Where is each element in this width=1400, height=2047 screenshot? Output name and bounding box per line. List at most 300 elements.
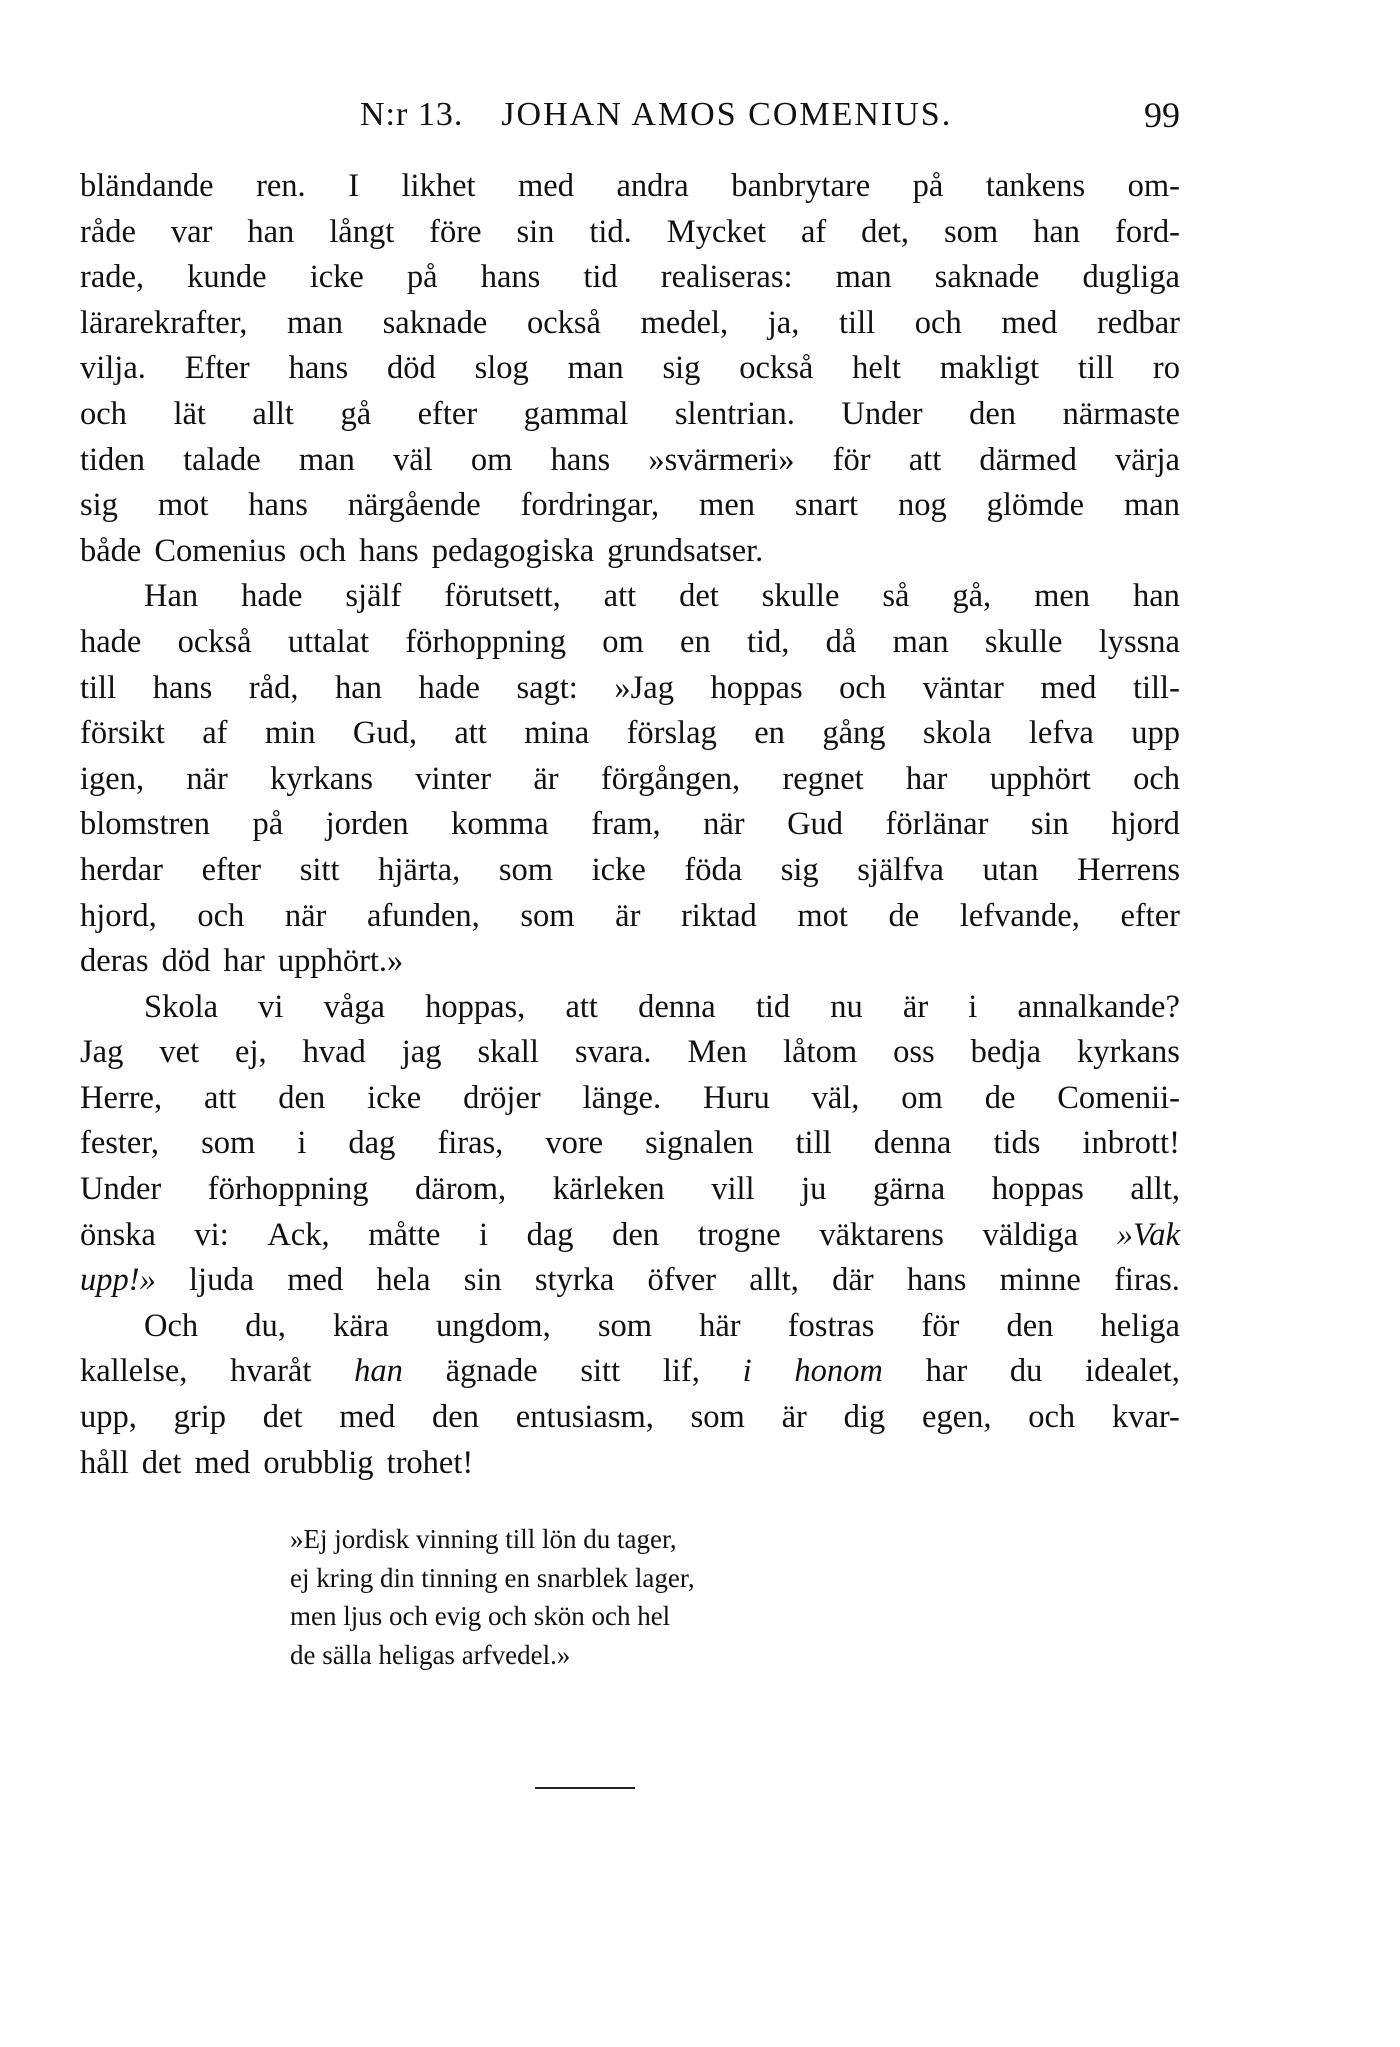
word: pedagogiska — [431, 532, 595, 569]
word: Han — [144, 578, 199, 615]
word: idealet, — [1085, 1353, 1180, 1390]
word: det, — [861, 213, 910, 250]
word: kyrkans — [1077, 1034, 1180, 1071]
word: fostras — [787, 1307, 875, 1344]
word: man — [287, 304, 343, 341]
word: Skola — [144, 988, 219, 1025]
word: hans — [480, 259, 541, 296]
text-line — [80, 210, 1180, 256]
word: att — [908, 441, 942, 478]
running-head-text — [360, 90, 952, 140]
word: slentrian. — [674, 395, 795, 432]
word: också — [177, 623, 252, 660]
text-line — [80, 529, 1180, 575]
word: försikt — [80, 715, 165, 752]
word: han — [335, 669, 382, 706]
word: Men — [687, 1034, 748, 1071]
word: icke — [309, 259, 364, 296]
word: och — [914, 304, 962, 341]
word: nog — [897, 487, 947, 524]
word: Efter — [184, 350, 250, 387]
word: trohet! — [386, 1444, 474, 1481]
word: som — [498, 851, 554, 888]
word: afunden, — [366, 897, 480, 934]
word: som — [690, 1399, 745, 1436]
word: mot — [157, 487, 209, 524]
word: hans — [152, 669, 213, 706]
word: vilja. — [80, 350, 146, 387]
word: heliga — [1100, 1307, 1180, 1344]
word: med — [1001, 304, 1058, 341]
closing-rule — [535, 1787, 635, 1789]
word: att — [565, 988, 598, 1025]
word: hans — [906, 1262, 967, 1299]
word: snart — [794, 487, 859, 524]
word: medel, — [640, 304, 729, 341]
word: håll — [80, 1444, 129, 1481]
word: ungdom, — [436, 1307, 551, 1344]
page-number: 99 — [1144, 95, 1180, 135]
word: »Vak — [1116, 1216, 1180, 1253]
body-text — [80, 164, 1180, 1486]
word: skola — [922, 715, 992, 752]
text-line — [80, 1030, 1180, 1076]
word: som — [943, 213, 999, 250]
word: till- — [1132, 669, 1180, 706]
word: fram, — [591, 806, 661, 843]
word: väldiga — [982, 1216, 1079, 1253]
word: man — [892, 623, 949, 660]
word: tid — [583, 259, 618, 296]
word: det — [262, 1399, 303, 1436]
word: skulle — [761, 578, 840, 615]
word: men — [699, 487, 756, 524]
text-line — [80, 894, 1180, 940]
word: icke — [367, 1079, 422, 1116]
word: hade — [80, 623, 142, 660]
word: firas. — [1114, 1262, 1180, 1299]
word: ej, — [235, 1034, 267, 1071]
word: närmaste — [1062, 395, 1180, 432]
word: väl, — [811, 1079, 860, 1116]
word: vore — [545, 1125, 604, 1162]
word: han — [247, 213, 295, 250]
word: det — [141, 1444, 182, 1481]
word: realiseras: — [660, 259, 793, 296]
word: saknade — [382, 304, 488, 341]
word: blomstren — [80, 806, 210, 843]
word: Herrens — [1077, 851, 1180, 888]
word: I — [348, 168, 360, 204]
poem-line: men ljus och evig och skön och hel — [290, 1601, 671, 1632]
word: ro — [1152, 350, 1180, 387]
word: skulle — [984, 623, 1063, 660]
word: dröjer — [463, 1079, 541, 1116]
word: slog — [474, 350, 529, 387]
word: att — [454, 715, 487, 752]
word: för — [921, 1307, 960, 1344]
word: det — [679, 578, 719, 615]
word: »Jag — [614, 669, 674, 706]
word: den — [1006, 1307, 1054, 1344]
word: om — [901, 1079, 943, 1116]
word: lärarekrafter, — [80, 304, 248, 341]
word: upphört — [989, 760, 1091, 797]
word: den — [612, 1216, 660, 1253]
word: trogne — [697, 1216, 781, 1253]
word: men — [1034, 578, 1091, 615]
word: inbrott! — [1082, 1125, 1180, 1162]
text-line — [80, 483, 1180, 529]
word: firas, — [437, 1125, 504, 1162]
word: gång — [822, 715, 886, 752]
word: uttalat — [287, 623, 370, 660]
word: saknade — [934, 259, 1040, 296]
word: af — [800, 213, 827, 250]
text-line — [80, 1258, 1180, 1304]
word: sig — [780, 851, 819, 888]
word: tid, — [746, 623, 790, 660]
word: som — [597, 1307, 652, 1344]
word: våga — [323, 988, 385, 1025]
word: efter — [201, 851, 262, 888]
text-line — [80, 939, 1180, 985]
word: Gud — [787, 806, 844, 843]
word: där — [832, 1262, 874, 1299]
word: önska — [80, 1216, 156, 1253]
word: komma — [451, 806, 549, 843]
word: långt — [329, 213, 395, 250]
word: en — [680, 623, 711, 660]
word: grundsatser. — [607, 532, 764, 569]
word: kyrkans — [270, 760, 374, 797]
word: väl — [393, 441, 433, 478]
word: annalkande? — [1017, 988, 1180, 1025]
word: man — [1124, 487, 1180, 524]
word: dugliga — [1082, 259, 1180, 296]
word: har — [223, 943, 265, 980]
word: igen, — [80, 760, 145, 797]
word: lät — [173, 395, 206, 432]
word: Gud, — [352, 715, 417, 752]
text-line — [80, 164, 1180, 210]
word: upphört.» — [277, 943, 404, 980]
word: öfver — [647, 1262, 717, 1299]
word: har — [925, 1353, 968, 1390]
word: på — [252, 806, 284, 843]
word: väktarens — [819, 1216, 944, 1253]
word: de — [984, 1079, 1016, 1116]
word: var — [170, 213, 213, 250]
word: hade — [418, 669, 480, 706]
word: tids — [993, 1125, 1041, 1162]
word: minne — [999, 1262, 1081, 1299]
word: utan — [982, 851, 1039, 888]
word: till — [839, 304, 876, 341]
running-title: JOHAN AMOS COMENIUS. — [501, 96, 953, 133]
word: tankens — [985, 168, 1086, 204]
word: till — [795, 1125, 832, 1162]
word: att — [203, 1079, 237, 1116]
word: ägnade — [445, 1353, 538, 1390]
word: skall — [477, 1034, 539, 1071]
word: och — [197, 897, 245, 934]
word: signalen — [645, 1125, 754, 1162]
word: att — [603, 578, 637, 615]
word: sagt: — [516, 669, 578, 706]
word: andra — [616, 168, 689, 204]
text-line — [80, 802, 1180, 848]
word: lefva — [1028, 715, 1094, 752]
word: honom — [794, 1353, 883, 1390]
word: hvad — [302, 1034, 366, 1071]
word: och — [299, 532, 347, 569]
word: i — [297, 1125, 307, 1162]
word: ford- — [1115, 213, 1180, 250]
word: måtte — [368, 1216, 441, 1253]
word: är — [781, 1399, 807, 1436]
word: Comenius — [154, 532, 287, 569]
word: som — [520, 897, 575, 934]
word: den — [432, 1399, 479, 1436]
word: sig — [80, 487, 118, 524]
word: hans — [359, 532, 419, 569]
word: dag — [526, 1216, 574, 1253]
word: icke — [591, 851, 646, 888]
word: Under — [80, 1171, 162, 1208]
word: denna — [873, 1125, 952, 1162]
word: af — [202, 715, 228, 752]
word: förslag — [626, 715, 717, 752]
word: Ack, — [267, 1216, 330, 1253]
word: sin — [463, 1262, 502, 1299]
word: deras — [80, 943, 149, 980]
word: mina — [524, 715, 590, 752]
word: redbar — [1096, 304, 1180, 341]
word: hans — [288, 350, 349, 387]
word: kunde — [187, 259, 267, 296]
word: för — [832, 441, 871, 478]
word: hoppas — [710, 669, 803, 706]
word: därom, — [415, 1171, 507, 1208]
text-line — [80, 848, 1180, 894]
word: en — [754, 715, 785, 752]
word: föda — [684, 851, 743, 888]
text-line — [80, 620, 1180, 666]
word: före — [429, 213, 482, 250]
word: rade, — [80, 259, 145, 296]
word: denna — [638, 988, 716, 1025]
word: fester, — [80, 1125, 159, 1162]
word: om — [602, 623, 644, 660]
word: upp!» — [80, 1262, 156, 1299]
running-head — [80, 90, 1180, 140]
word: sitt — [580, 1353, 621, 1390]
word: han — [1033, 213, 1081, 250]
text-line — [80, 1395, 1180, 1441]
text-line — [80, 438, 1180, 484]
word: råd, — [248, 669, 299, 706]
word: helt — [852, 350, 901, 387]
word: dig — [843, 1399, 886, 1436]
word: i — [968, 988, 978, 1025]
word: på — [406, 259, 438, 296]
word: herdar — [80, 851, 163, 888]
word: länge. — [582, 1079, 662, 1116]
word: Mycket — [666, 213, 767, 250]
word: fordringar, — [520, 487, 660, 524]
text-line — [80, 1213, 1180, 1259]
word: gå, — [952, 578, 992, 615]
word: när — [284, 897, 327, 934]
word: gärna — [872, 1171, 946, 1208]
word: de — [888, 897, 920, 934]
word: till — [80, 669, 117, 706]
word: vinter — [415, 760, 492, 797]
word: Under — [841, 395, 923, 432]
word: om- — [1127, 168, 1180, 204]
word: ja, — [767, 304, 800, 341]
word: allt, — [749, 1262, 799, 1299]
word: med — [339, 1399, 396, 1436]
word: banbrytare — [731, 168, 871, 204]
word: allt — [252, 395, 294, 432]
word: han — [1133, 578, 1180, 615]
word: är — [533, 760, 559, 797]
word: sig — [662, 350, 701, 387]
word: styrka — [534, 1262, 615, 1299]
text-line — [80, 1441, 1180, 1487]
word: vet — [159, 1034, 200, 1071]
text-line — [80, 711, 1180, 757]
word: död — [387, 350, 436, 387]
word: hans — [550, 441, 611, 478]
word: du, — [245, 1307, 286, 1344]
word: hoppas — [991, 1171, 1084, 1208]
word: sin — [1030, 806, 1069, 843]
word: jag — [401, 1034, 442, 1071]
word: min — [264, 715, 316, 752]
word: lyssna — [1098, 623, 1180, 660]
text-line — [80, 985, 1180, 1031]
word: har — [905, 760, 948, 797]
word: hela — [376, 1262, 431, 1299]
word: Och — [144, 1307, 199, 1344]
book-page — [80, 90, 1180, 1674]
word: till — [1077, 350, 1115, 387]
word: vi — [258, 988, 284, 1025]
word: regnet — [782, 760, 864, 797]
word: är — [615, 897, 641, 934]
text-line — [80, 301, 1180, 347]
word: du — [1009, 1353, 1043, 1390]
word: ren. — [256, 168, 306, 204]
word: när — [186, 760, 228, 797]
word: om — [470, 441, 513, 478]
word: hans — [248, 487, 308, 524]
word: med — [287, 1262, 344, 1299]
word: ju — [801, 1171, 827, 1208]
poem-line: ej kring din tinning en snarblek lager, — [290, 1562, 695, 1593]
word: i — [742, 1353, 752, 1390]
word: Huru — [702, 1079, 770, 1116]
issue-number: N:r 13. — [360, 96, 464, 133]
word: både — [80, 532, 142, 569]
word: riktad — [680, 897, 757, 934]
word: jorden — [325, 806, 409, 843]
word: sin — [516, 213, 555, 250]
word: vi: — [194, 1216, 229, 1253]
word: med — [194, 1444, 251, 1481]
text-line — [80, 1349, 1180, 1395]
word: förhoppning — [405, 623, 567, 660]
word: med — [1040, 669, 1097, 706]
word: lefvande, — [959, 897, 1080, 934]
word: hjärta, — [378, 851, 461, 888]
word: bländande — [80, 168, 214, 204]
word: tiden — [80, 441, 145, 478]
word: och — [1133, 760, 1180, 797]
word: också — [526, 304, 601, 341]
poem-line: de sälla heligas arfvedel.» — [290, 1639, 571, 1670]
word: glömde — [986, 487, 1085, 524]
word: då — [825, 623, 857, 660]
word: hoppas, — [425, 988, 526, 1025]
word: man — [835, 259, 892, 296]
word: kallelse, — [80, 1353, 188, 1390]
word: med — [518, 168, 574, 204]
word: allt, — [1130, 1171, 1180, 1208]
text-line — [80, 1121, 1180, 1167]
word: därmed — [979, 441, 1077, 478]
word: Comenii- — [1057, 1079, 1180, 1116]
word: hvaråt — [230, 1353, 312, 1390]
word: man — [298, 441, 355, 478]
word: makligt — [939, 350, 1040, 387]
word: och — [80, 395, 127, 432]
word: hade — [241, 578, 303, 615]
word: här — [699, 1307, 741, 1344]
text-line — [80, 1304, 1180, 1350]
word: Herre, — [80, 1079, 163, 1116]
word: grip — [173, 1399, 227, 1436]
word: själf — [345, 578, 402, 615]
text-line — [80, 757, 1180, 803]
word: bedja — [970, 1034, 1042, 1071]
word: så — [882, 578, 910, 615]
word: egen, — [921, 1399, 992, 1436]
word: lif, — [662, 1353, 700, 1390]
word: oss — [893, 1034, 935, 1071]
word: vill — [711, 1171, 755, 1208]
word: på — [912, 168, 944, 204]
word: närgående — [347, 487, 481, 524]
word: han — [354, 1353, 403, 1390]
text-line — [80, 346, 1180, 392]
word: sitt — [299, 851, 340, 888]
word: är — [902, 988, 929, 1025]
word: ljuda — [189, 1262, 255, 1299]
word: man — [567, 350, 624, 387]
text-line — [80, 392, 1180, 438]
poem-quotation — [290, 1520, 1180, 1674]
poem-line: »Ej jordisk vinning till lön du tager, — [290, 1524, 677, 1555]
word: upp — [1131, 715, 1180, 752]
word: efter — [417, 395, 478, 432]
word: värja — [1114, 441, 1180, 478]
word: kära — [333, 1307, 389, 1344]
word: död — [161, 943, 211, 980]
